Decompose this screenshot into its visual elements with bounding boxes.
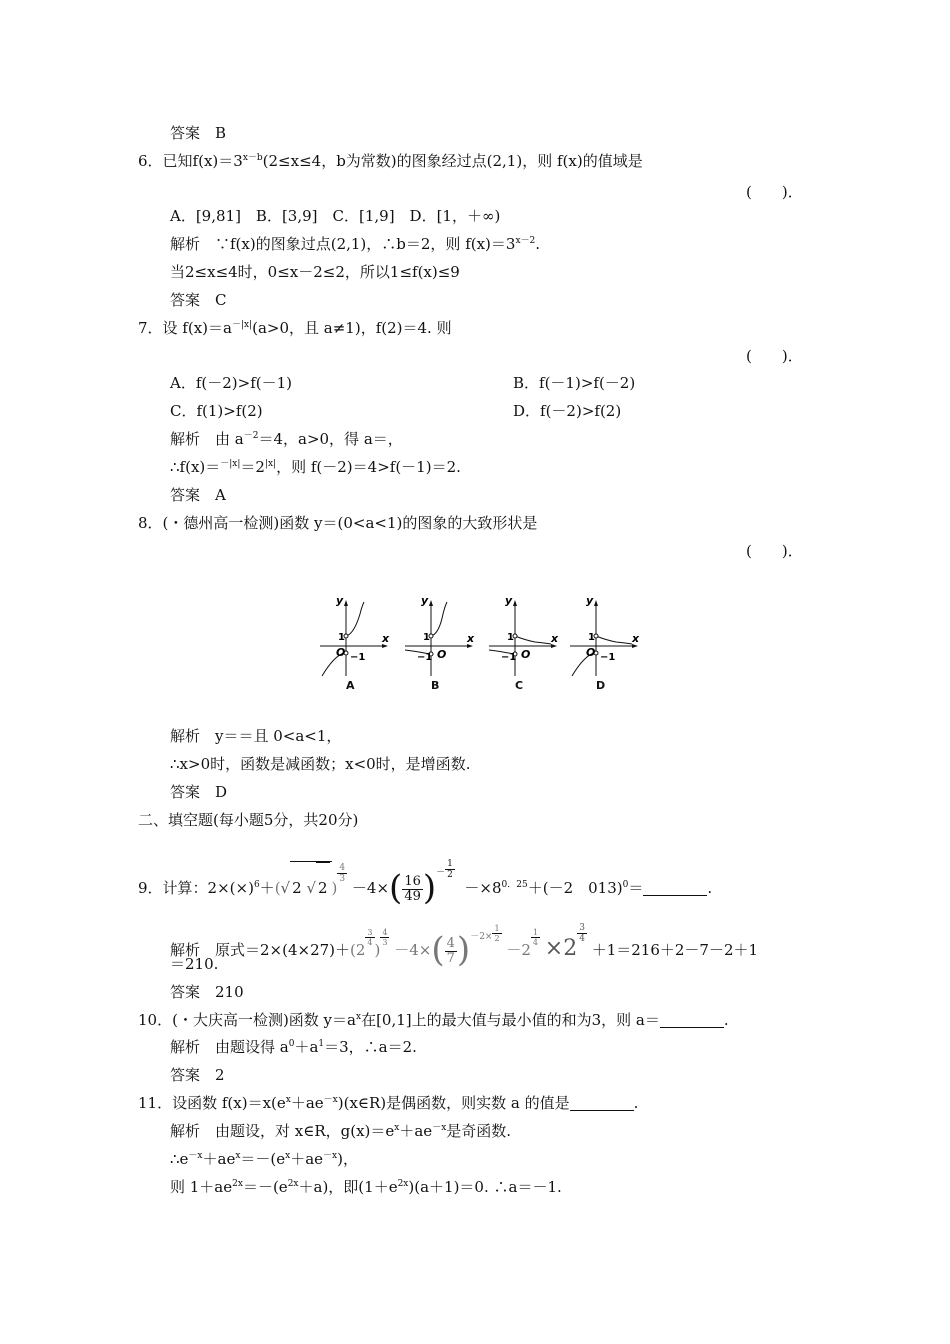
section-2-heading: 二、填空题(每小题5分，共20分) (138, 811, 359, 829)
q7-analysis-line1: 解析 由 $a^{-2}=4$，a>0，得 a＝， (170, 430, 403, 448)
q6-analysis-line2: 当2≤x≤4时，0≤x－2≤2，所以1≤f(x)≤9 (170, 263, 460, 281)
graph-d-origin-label: O (586, 646, 596, 659)
q8-analysis-line1: 解析 y＝＝且 0<a<1， (170, 727, 342, 745)
graph-a-neg-label: −1 (350, 652, 366, 663)
graph-a-origin-label: O (336, 646, 346, 659)
q11-analysis-line2: $\therefore e^{-x}+ae^x=-(e^x+ae^{-x})$， (170, 1150, 358, 1168)
q11-stem: 11．设函数 $f(x)=x(e^x+ae^{-x})(x\in R)$是偶函数，则实数 a 的值是 . (138, 1094, 639, 1112)
q6-options: A．[9,81] B．[3,9] C．[1,9] D．[1，＋∞) (170, 207, 501, 225)
q7-option-a: A．f(－2)>f(－1) (170, 374, 292, 392)
graph-a-x-label: x (382, 632, 390, 645)
graph-c-x-label: x (551, 632, 559, 645)
q10-stem: 10．(・大庆高一检测)函数 $y=a^x$在[0,1]上的最大值与最小值的和为3，则 a＝ . (138, 1011, 729, 1029)
q6-paren: ( )． (746, 183, 803, 201)
graph-a-label: A (346, 679, 355, 692)
q11-analysis-line3: 则 $1+ae^{2x}=-(e^{2x}+a)$，即$(1+e^{2x})(a+1)=0$. ∴a＝－1. (170, 1178, 562, 1196)
graph-b-y-label: y (421, 596, 429, 607)
q10-blank (660, 1013, 724, 1028)
graph-b-one-label: 1 (423, 632, 430, 643)
graph-d-y-label: y (586, 596, 594, 607)
q7-option-c: C．f(1)>f(2) (170, 402, 263, 420)
q8-paren: ( )． (746, 542, 803, 560)
q8-answer: 答案 D (170, 783, 228, 801)
graph-c-one-label: 1 (507, 632, 514, 643)
graph-b-origin-label: O (437, 648, 447, 661)
q7-analysis-line2: $\therefore f(x)=^{-|x|}=2^{|x|}$，则 f(－2)＝4>f(－1)＝2. (170, 458, 461, 476)
graph-b-neg-label: −1 (417, 652, 433, 663)
q7-paren: ( )． (746, 347, 803, 365)
q9-stem: 9．计算：$2\times(\times)^6+(√$ 2 √ 2 ) $\frac{4}{3}$ －4×( $\frac{16}{49}$ )－ $\frac{1}{2}$ $-\times 8^{0.25}+(-2$ 013)$^0$＝ . (138, 848, 712, 898)
graph-d-one-label: 1 (588, 632, 595, 643)
graph-c-label: C (515, 679, 524, 692)
q9-answer: 答案 210 (170, 983, 244, 1001)
graph-b (401, 596, 481, 692)
q9-blank (643, 881, 707, 896)
q6-analysis-line1: 解析 ∵f(x)的图象过点(2,1)，∴b＝2，则 $f(x)=3^{x-2}$. (170, 235, 541, 253)
q11-blank (570, 1096, 634, 1111)
graph-a (316, 596, 396, 692)
graph-a-y-label: y (336, 596, 344, 607)
graph-b-x-label: x (467, 632, 475, 645)
q7-option-b: B．f(－1)>f(－2) (513, 374, 636, 392)
q11-analysis-line1: 解析 由题设，对 x∈R，$g(x)=e^x+ae^{-x}$是奇函数. (170, 1122, 512, 1140)
graph-d-x-label: x (632, 632, 640, 645)
q5-answer: 答案 B (170, 124, 227, 142)
q8-stem: 8．(・德州高一检测)函数 y＝(0<a<1)的图象的大致形状是 (138, 514, 538, 532)
q6-stem: 6．已知$f(x)=3^{x-b}(2\le x\le 4$，b为常数)的图象经过点(2,1)，则 f(x)的值域是 (138, 152, 643, 170)
graph-b-label: B (431, 679, 440, 692)
graph-c-neg-label: −1 (501, 652, 517, 663)
graph-d-neg-label: −1 (600, 652, 616, 663)
q7-stem: 7．设 $f(x)=a^{-|x|}(a>0$，且 a≠1)，f(2)＝4. 则 (138, 319, 452, 337)
graph-d (566, 596, 646, 692)
graph-c-origin-label: O (521, 648, 531, 661)
q6-answer: 答案 C (170, 291, 227, 309)
q8-analysis-line2: ∴x>0时，函数是减函数；x<0时，是增函数. (170, 755, 471, 773)
graph-c-y-label: y (505, 596, 513, 607)
q7-answer: 答案 A (170, 486, 226, 504)
q10-answer: 答案 2 (170, 1066, 225, 1084)
q7-option-d: D．f(－2)>f(2) (513, 402, 622, 420)
q9-analysis-line1: 解析 原式＝2×(4×27)＋(2 $\frac{3}{4}$ ) $\frac{4}{3}$ －4×( $\frac{4}{7}$ )$^{-2\times}$ $\frac{1}{2}$ －2 $\frac{1}{4}$ ×2 $\frac{3}{4}$ ＋1＝216＋2－7－2＋1 (170, 923, 759, 970)
graph-a-one-label: 1 (338, 632, 345, 643)
graph-c (485, 596, 565, 692)
graph-d-label: D (596, 679, 606, 692)
q9-analysis-line2: ＝210. (170, 955, 219, 973)
q10-analysis: 解析 由题设得 $a^0+a^1=3$，∴a＝2. (170, 1038, 417, 1056)
